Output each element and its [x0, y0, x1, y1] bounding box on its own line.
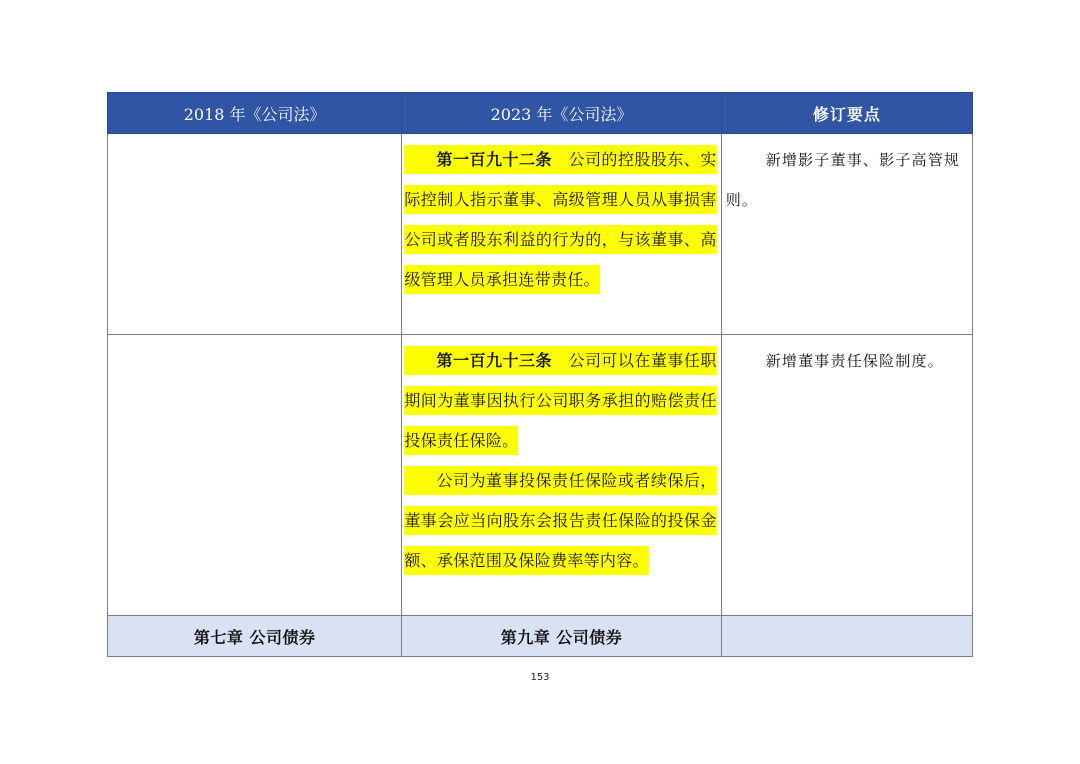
- article-text: 公司为董事投保责任保险或者续保后，董事会应当向股东会报告责任保险的投保金额、承保范围及保险费率等内容。: [404, 471, 717, 570]
- chapter-row: [108, 616, 973, 657]
- header-revision-points: 修订要点: [721, 93, 972, 134]
- new-chapter-title: [402, 616, 721, 657]
- revision-note: [722, 335, 972, 381]
- table-row: [108, 134, 973, 335]
- old-law-cell: [108, 134, 402, 335]
- article-text: 公司可以在董事任职期间为董事因执行公司职务承担的赔偿责任投保责任保险。: [404, 351, 717, 450]
- header-2018-law: 2018 年《公司法》: [108, 93, 402, 134]
- law-paragraph: [402, 461, 720, 581]
- header-2023-law: 2023 年《公司法》: [402, 93, 721, 134]
- chapter-title-text: 第七章 公司债券: [193, 627, 316, 647]
- law-paragraph: [402, 134, 720, 300]
- article-text: 公司的控股股东、实际控制人指示董事、高级管理人员从事损害公司或者股东利益的行为的，与该董事、高级管理人员承担连带责任。: [404, 150, 717, 289]
- new-law-cell: [402, 134, 721, 335]
- revision-note-cell: [721, 335, 972, 616]
- chapter-title-text: 第九章 公司债券: [500, 627, 623, 647]
- article-number: 第一百九十三条: [436, 351, 552, 370]
- page-number: 153: [530, 672, 550, 683]
- chapter-note: [721, 616, 972, 657]
- old-chapter-title: [108, 616, 402, 657]
- revision-note-text: 新增董事责任保险制度。: [765, 352, 944, 370]
- old-law-cell: [108, 335, 402, 616]
- law-comparison-table: [107, 92, 973, 657]
- law-paragraph: [402, 335, 720, 461]
- article-number: 第一百九十二条: [436, 150, 552, 169]
- revision-note: [722, 134, 972, 220]
- revision-note-text: 新增影子董事、影子高管规则。: [725, 151, 961, 209]
- new-law-cell: [402, 335, 721, 616]
- table-row: [108, 335, 973, 616]
- revision-note-cell: [721, 134, 972, 335]
- table-header-row: [108, 93, 973, 134]
